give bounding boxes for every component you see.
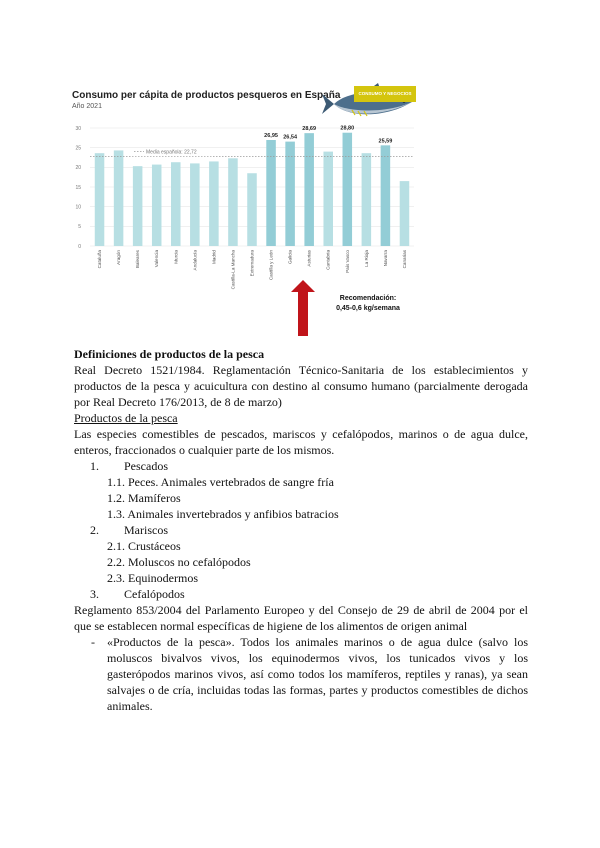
list-number: 3. xyxy=(90,587,99,601)
list-item xyxy=(74,458,528,522)
sub-item: 2.1. Crustáceos xyxy=(107,539,181,553)
x-tick-label: País Vasco xyxy=(344,250,350,273)
decree-paragraph: Real Decreto 1521/1984. Reglamentación Técnico-Sanitaria de los establecimientos y productos de la pesca y acuicultura con destino al consumo humano (parcialmente derogada por Real Decreto 176/2013, de 8 de marzo) xyxy=(74,363,528,409)
x-tick-label: Castilla y León xyxy=(268,250,274,281)
recommendation-title: Recomendación: xyxy=(339,295,397,302)
y-tick-label: 5 xyxy=(78,224,81,231)
bar xyxy=(133,166,143,246)
regulation-paragraph: Reglamento 853/2004 del Parlamento Europeo y del Consejo de 29 de abril de 2004 por el que se establecen normal específicas de higiene de los alimentos de origen animal xyxy=(74,603,528,633)
list-item xyxy=(74,586,528,602)
bullet-dash: - xyxy=(91,635,95,649)
data-label: 26,54 xyxy=(283,134,298,141)
recommendation xyxy=(318,294,418,314)
bar xyxy=(247,173,257,246)
chart-title: Consumo per cápita de productos pesqueros en España xyxy=(72,90,341,101)
bullet-text: «Productos de la pesca». Todos los animales marinos o de agua dulce (salvo los moluscos bivalvos vivos, los equinodermos vivos, los tunicados vivos y los gasterópodos marinos vivos, así como todos los mamíferos, reptiles y ranas), ya sean salvajes o de cría, incluidas todas las formas, partes y productos comestibles de dichos animales. xyxy=(107,635,528,713)
bar xyxy=(285,142,295,246)
reference-label: Media española: 22,72 xyxy=(146,149,197,156)
y-tick-label: 0 xyxy=(78,243,81,250)
x-tick-label: Cataluña xyxy=(97,250,103,269)
x-tick-label: Andalucía xyxy=(192,250,198,271)
sub-item: 2.2. Moluscos no cefalópodos xyxy=(107,555,251,569)
recommendation-value: 0,45-0,6 kg/semana xyxy=(336,305,400,312)
sub-item: 1.2. Mamíferos xyxy=(107,491,181,505)
bar xyxy=(209,161,219,246)
list-number: 2. xyxy=(90,523,99,537)
x-tick-label: Galicia xyxy=(287,250,293,265)
data-label: 28,69 xyxy=(302,126,317,133)
definition-bullet xyxy=(74,634,528,714)
x-tick-label: Madrid xyxy=(211,250,217,265)
sub-item: 1.1. Peces. Animales vertebrados de sangre fría xyxy=(107,475,334,489)
list-label: Mariscos xyxy=(124,523,168,537)
x-tick-label: Castilla-La Mancha xyxy=(230,250,236,290)
bar xyxy=(381,145,391,246)
x-tick-label: Canarias xyxy=(401,250,407,269)
bar xyxy=(114,150,124,246)
bar xyxy=(304,133,314,246)
bar xyxy=(152,165,162,246)
definition-paragraph: Las especies comestibles de pescados, mariscos y cefalópodos, marinos o de agua dulce, enteros, fraccionados o cualquier parte de los mismos. xyxy=(74,427,528,457)
list-number: 1. xyxy=(90,459,99,473)
document-body xyxy=(74,346,528,714)
chart-subtitle: Año 2021 xyxy=(72,103,102,110)
y-tick-label: 20 xyxy=(75,165,81,172)
data-label: 26,95 xyxy=(264,132,278,139)
section-heading: Definiciones de productos de la pesca xyxy=(74,347,265,361)
x-tick-label: Valencia xyxy=(154,250,160,268)
list-label: Cefalópodos xyxy=(124,587,185,601)
subheading-productos: Productos de la pesca xyxy=(74,411,178,425)
bar xyxy=(190,163,200,246)
x-tick-label: Murcia xyxy=(173,250,179,264)
bar xyxy=(228,158,238,246)
x-tick-label: Navarra xyxy=(382,250,388,267)
sub-item: 2.3. Equinodermos xyxy=(107,571,198,585)
data-label: 28,80 xyxy=(340,125,355,132)
x-tick-label: Asturias xyxy=(306,249,312,267)
arrow-icon xyxy=(291,280,315,336)
bar xyxy=(171,162,181,246)
x-tick-label: Baleares xyxy=(135,250,141,269)
x-tick-label: Cantabria xyxy=(325,250,331,270)
bar xyxy=(343,133,353,246)
y-tick-label: 10 xyxy=(75,204,81,211)
bar xyxy=(362,153,372,246)
bar xyxy=(400,181,410,246)
consumption-chart-figure xyxy=(66,82,420,346)
y-tick-label: 30 xyxy=(75,125,81,132)
y-tick-label: 15 xyxy=(75,184,81,191)
bar xyxy=(266,140,276,246)
list-label: Pescados xyxy=(124,459,168,473)
y-tick-label: 25 xyxy=(75,145,81,152)
consumo-badge: CONSUMO Y NEGOCIOS xyxy=(354,86,416,102)
sub-item: 1.3. Animales invertebrados y anfibios batracios xyxy=(107,507,339,521)
bar xyxy=(323,152,333,246)
bar xyxy=(95,153,105,246)
list-item xyxy=(74,522,528,586)
category-list xyxy=(74,458,528,602)
x-tick-label: La Rioja xyxy=(363,250,369,267)
data-label: 25,59 xyxy=(378,138,393,145)
x-tick-label: Aragón xyxy=(116,250,122,265)
x-tick-label: Extremadura xyxy=(249,250,255,277)
